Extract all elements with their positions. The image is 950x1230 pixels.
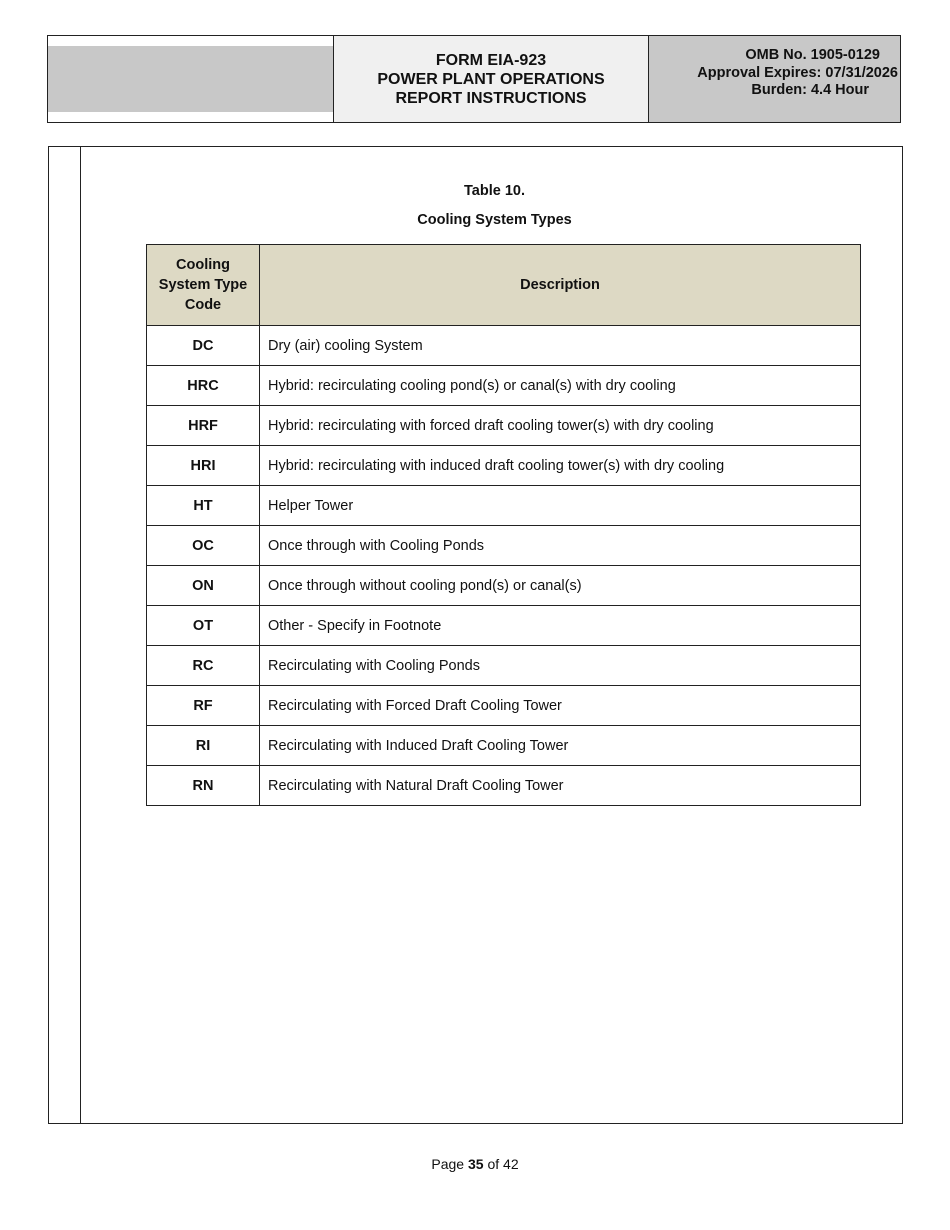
row-description: Hybrid: recirculating with induced draft cooling tower(s) with dry cooling (260, 446, 861, 486)
code-header-line: System Type (158, 277, 248, 293)
table-caption: Cooling System Types (417, 212, 572, 228)
header-gray-band (48, 46, 333, 112)
row-code: RF (147, 686, 260, 726)
table-row (147, 766, 861, 806)
code-header-line: Code (184, 297, 222, 313)
form-title-block (334, 36, 649, 122)
table-row (147, 686, 861, 726)
table-row (147, 646, 861, 686)
row-description: Recirculating with Natural Draft Cooling Tower (260, 766, 861, 806)
table-row (147, 486, 861, 526)
row-description: Hybrid: recirculating cooling pond(s) or canal(s) with dry cooling (260, 366, 861, 406)
page-footer (0, 1156, 950, 1172)
row-description: Recirculating with Induced Draft Cooling Tower (260, 726, 861, 766)
page-label: Page (431, 1156, 465, 1172)
description-column-header: Description (260, 245, 861, 326)
form-title-line-2: POWER PLANT OPERATIONS (377, 70, 605, 88)
left-margin-rule (80, 147, 81, 1123)
table-row (147, 566, 861, 606)
form-title-line-1: FORM EIA-923 (435, 51, 547, 69)
table-row (147, 726, 861, 766)
omb-number: OMB No. 1905-0129 (745, 47, 880, 63)
header-logo-area (48, 36, 334, 122)
row-code: OC (147, 526, 260, 566)
table-header-row (147, 245, 861, 326)
row-description: Helper Tower (260, 486, 861, 526)
table-row (147, 326, 861, 366)
row-description: Hybrid: recirculating with forced draft cooling tower(s) with dry cooling (260, 406, 861, 446)
table-row (147, 366, 861, 406)
current-page-number: 35 (467, 1156, 484, 1172)
row-description: Once through with Cooling Ponds (260, 526, 861, 566)
row-code: RC (147, 646, 260, 686)
total-pages: 42 (503, 1156, 519, 1172)
cooling-system-types-table (146, 244, 861, 806)
row-description: Once through without cooling pond(s) or canal(s) (260, 566, 861, 606)
row-code: HRI (147, 446, 260, 486)
table-row (147, 606, 861, 646)
table-number: Table 10. (464, 183, 525, 199)
form-title-line-3: REPORT INSTRUCTIONS (395, 89, 587, 107)
page-content-frame (48, 146, 903, 1124)
row-description: Recirculating with Cooling Ponds (260, 646, 861, 686)
table-row (147, 526, 861, 566)
row-code: OT (147, 606, 260, 646)
page-of-label: of (487, 1156, 500, 1172)
code-header-line: Cooling (176, 257, 230, 273)
form-header (47, 35, 901, 123)
omb-info-block (649, 36, 900, 122)
table-row (147, 446, 861, 486)
row-description: Dry (air) cooling System (260, 326, 861, 366)
row-code: HRC (147, 366, 260, 406)
row-code: RN (147, 766, 260, 806)
approval-expiry: Approval Expires: 07/31/2026 (697, 64, 898, 81)
burden-hours: Burden: 4.4 Hour (751, 82, 869, 98)
row-code: HRF (147, 406, 260, 446)
row-code: RI (147, 726, 260, 766)
row-code: HT (147, 486, 260, 526)
row-code: ON (147, 566, 260, 606)
row-description: Recirculating with Forced Draft Cooling Tower (260, 686, 861, 726)
row-code: DC (147, 326, 260, 366)
table-row (147, 406, 861, 446)
code-column-header (147, 245, 260, 326)
row-description: Other - Specify in Footnote (260, 606, 861, 646)
